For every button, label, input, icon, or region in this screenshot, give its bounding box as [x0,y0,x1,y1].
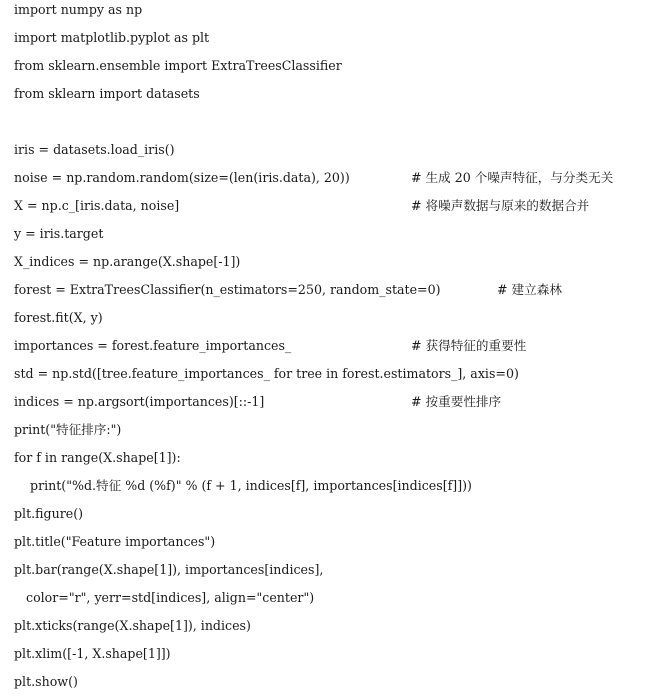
code-comment: # 将噪声数据与原来的数据合并 [411,198,590,213]
code-line [14,196,652,216]
code-line [14,336,652,356]
code-line [14,560,652,580]
code-line [14,112,652,132]
code-line [14,168,652,188]
code-text: noise = np.random.random(size=(len(iris.data), 20)) [14,170,350,185]
code-comment: # 生成 20 个噪声特征，与分类无关 [411,170,614,185]
code-line [14,308,652,328]
code-text: X = np.c_[iris.data, noise] [14,198,180,213]
code-text: forest.fit(X, y) [14,310,103,325]
code-line [14,504,652,524]
code-line [14,420,652,440]
code-text: importances = forest.feature_importances_ [14,338,292,353]
code-line [14,364,652,384]
code-line [14,280,652,300]
code-text: std = np.std([tree.feature_importances_ for tree in forest.estimators_], axis=0) [14,366,519,381]
code-text: X_indices = np.arange(X.shape[-1]) [14,254,241,269]
code-text: y = iris.target [14,226,104,241]
code-text: plt.xlim([-1, X.shape[1]]) [14,646,171,661]
code-comment: # 按重要性排序 [411,394,502,409]
code-text: print("%d.特征 %d (%f)" % (f + 1, indices[f], importances[indices[f]])) [14,478,472,493]
code-text: from sklearn.ensemble import ExtraTreesClassifier [14,58,342,73]
code-line [14,392,652,412]
code-text: print("特征排序:") [14,422,122,437]
code-line [14,56,652,76]
code-text: color="r", yerr=std[indices], align="center") [14,590,315,605]
code-line [14,224,652,244]
code-text: iris = datasets.load_iris() [14,142,175,157]
code-line [14,0,652,20]
code-line [14,252,652,272]
code-line [14,588,652,608]
code-line [14,28,652,48]
code-text: plt.show() [14,674,78,689]
code-comment: # 建立森林 [497,282,562,297]
code-line [14,140,652,160]
code-text: plt.xticks(range(X.shape[1]), indices) [14,618,251,633]
code-text: indices = np.argsort(importances)[::-1] [14,394,265,409]
code-text: import numpy as np [14,2,143,17]
code-line [14,532,652,552]
code-text: plt.title("Feature importances") [14,534,216,549]
code-comment: # 获得特征的重要性 [411,338,527,353]
code-line [14,84,652,104]
code-line [14,644,652,664]
code-line [14,616,652,636]
code-text: from sklearn import datasets [14,86,200,101]
code-line [14,448,652,468]
code-text: plt.figure() [14,506,84,521]
code-text: plt.bar(range(X.shape[1]), importances[indices], [14,562,324,577]
code-text: forest = ExtraTreesClassifier(n_estimators=250, random_state=0) [14,282,441,297]
code-line [14,672,652,692]
code-line [14,476,652,496]
code-text: for f in range(X.shape[1]): [14,450,181,465]
code-text: import matplotlib.pyplot as plt [14,30,210,45]
